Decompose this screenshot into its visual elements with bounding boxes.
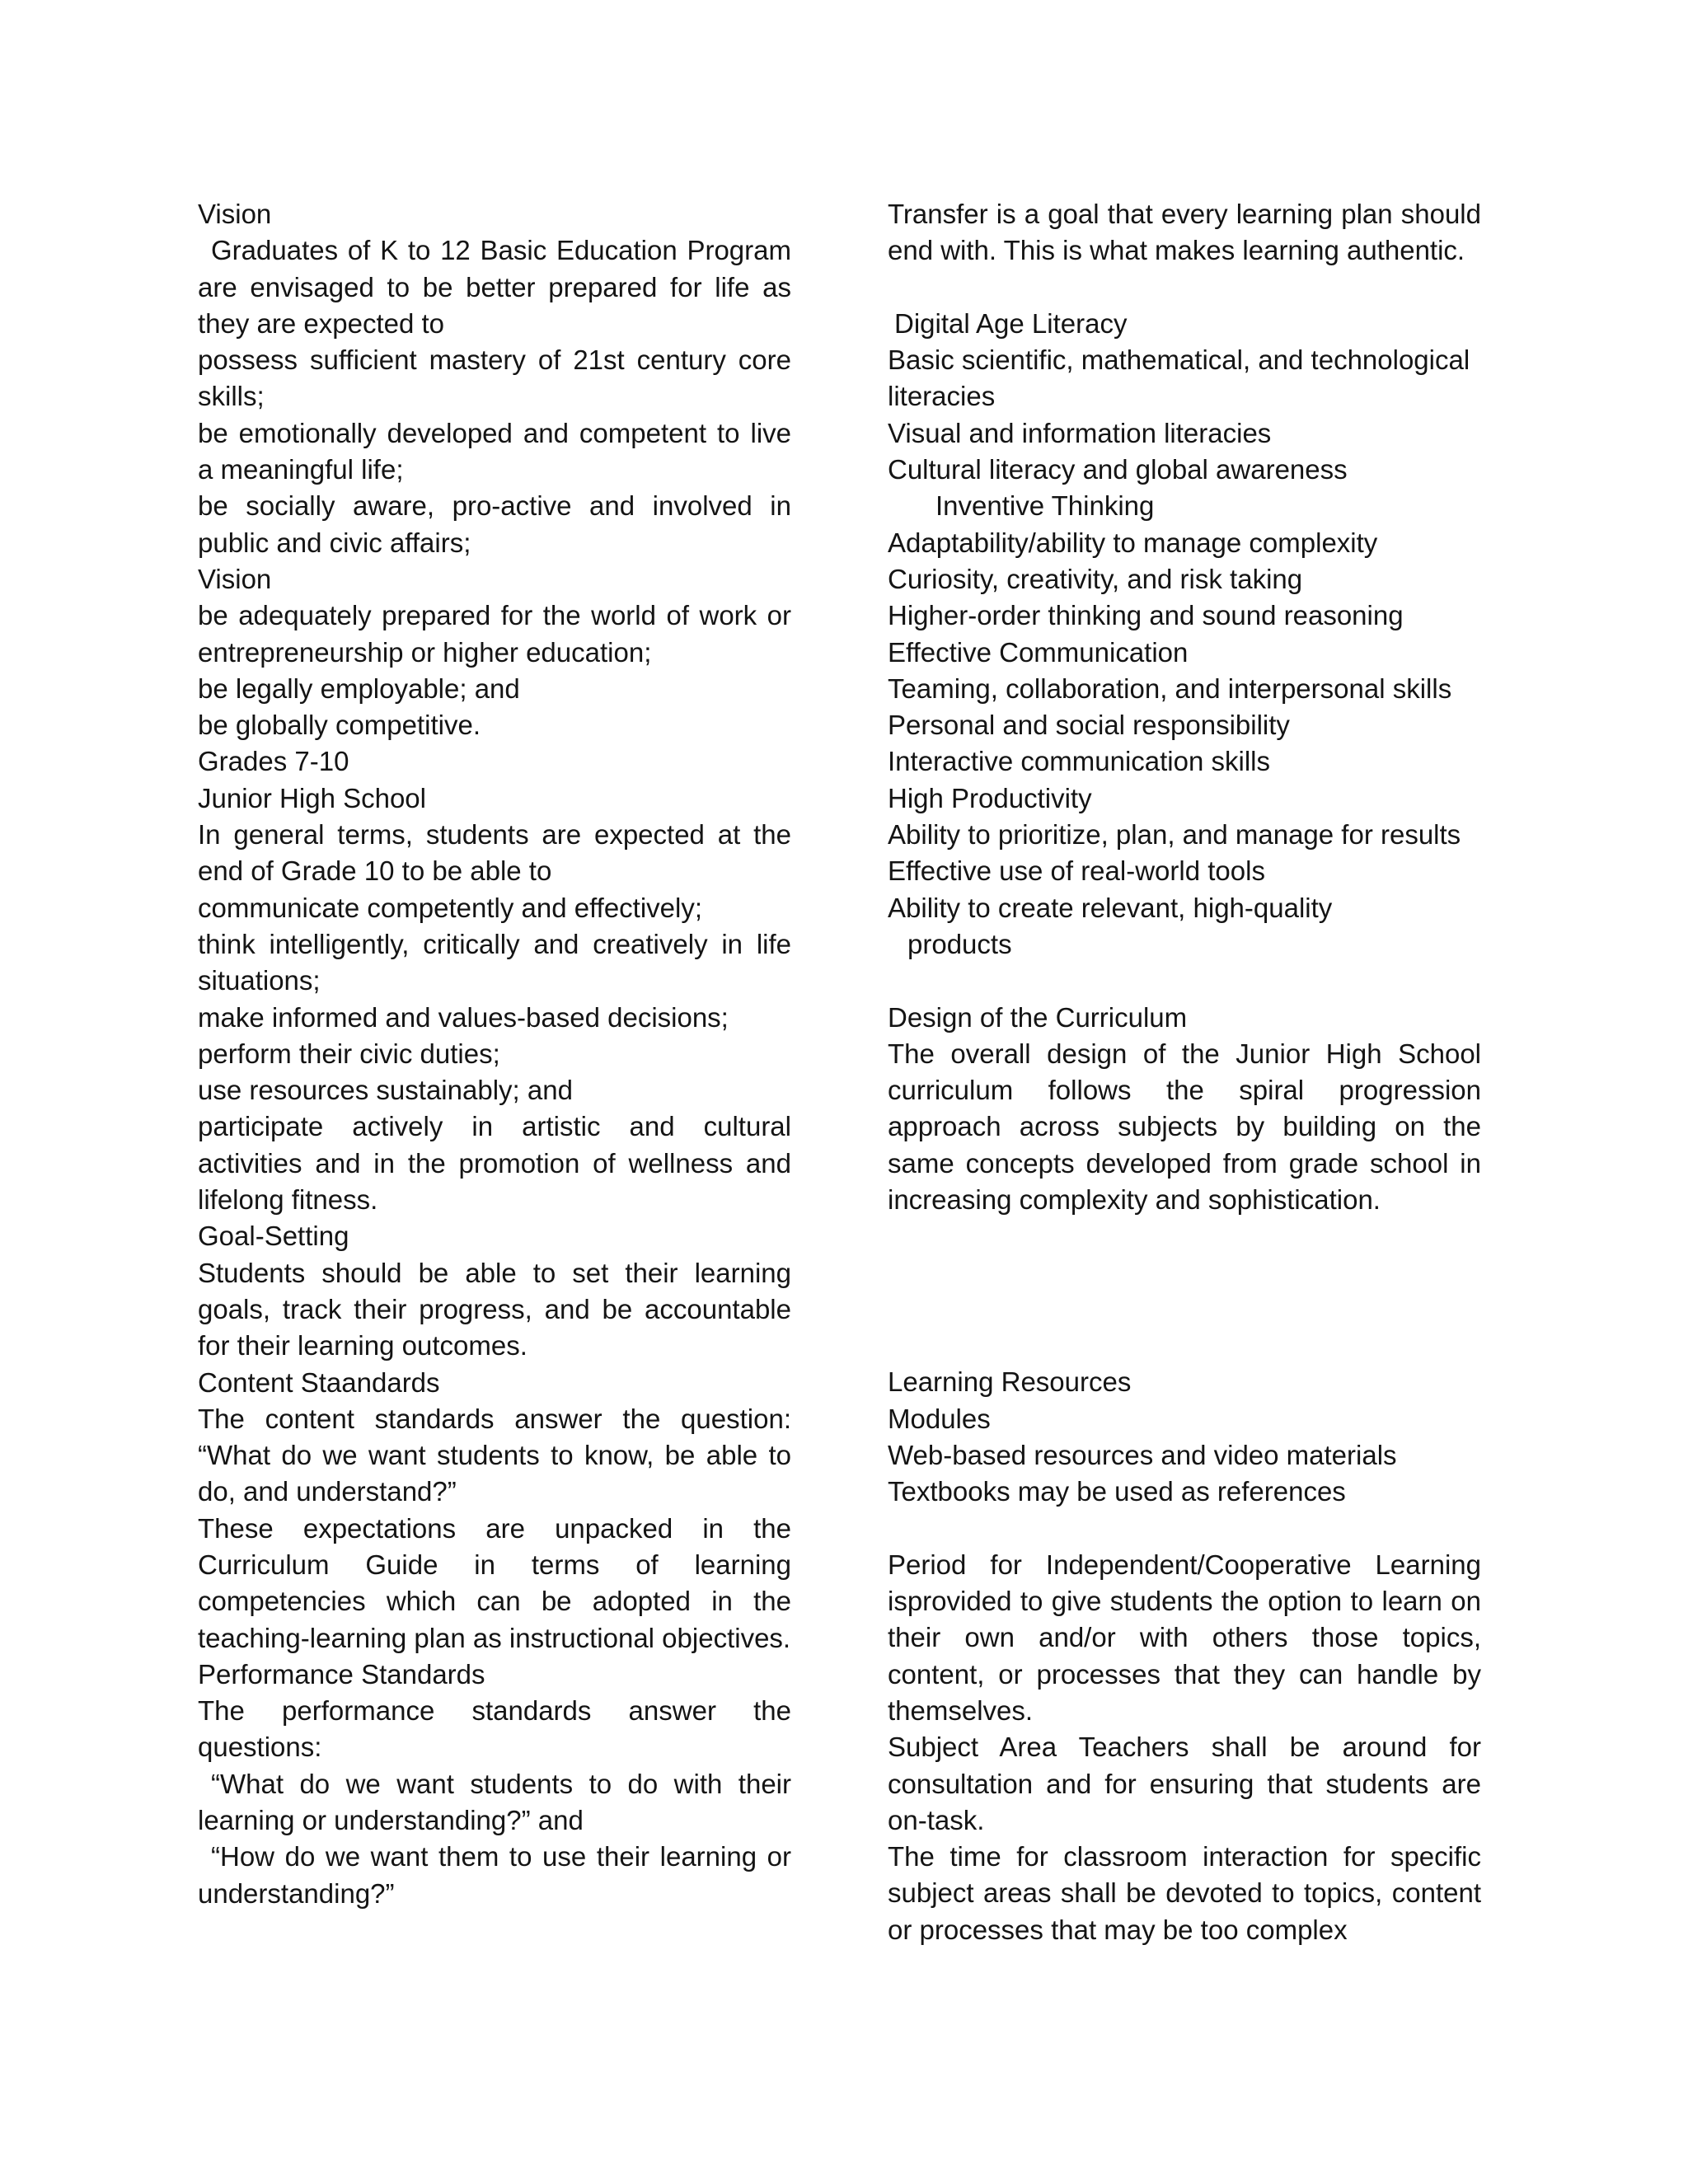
resources-heading: Learning Resources <box>888 1366 1132 1398</box>
jhs-heading: Junior High School <box>198 782 426 813</box>
classroom-text: The time for classroom interaction for specific subject areas shall be devoted to topics, content or processes that may be too complex <box>888 1841 1481 1945</box>
teachers-text: Subject Area Teachers shall be around for consultation and for ensuring that students are on-task. <box>888 1732 1481 1835</box>
digital-item: Basic scientific, mathematical, and technological literacies <box>888 344 1470 412</box>
grades-heading: Grades 7-10 <box>198 746 349 777</box>
performance-question: “How do we want them to use their learning or understanding?” <box>198 1841 791 1909</box>
inventive-heading: Inventive Thinking <box>935 490 1155 522</box>
right-column <box>888 196 1481 1948</box>
jhs-item: perform their civic duties; <box>198 1038 500 1069</box>
communication-item: Teaming, collaboration, and interpersonal skills <box>888 673 1452 704</box>
vision-item: be globally competitive. <box>198 710 481 741</box>
inventive-item: Adaptability/ability to manage complexity <box>888 527 1378 558</box>
transfer-text: Transfer is a goal that every learning plan should end with. This is what makes learning authentic. <box>888 199 1481 266</box>
productivity-item-cont: products <box>907 928 1012 959</box>
vision-item: be adequately prepared for the world of work or entrepreneurship or higher education; <box>198 600 791 668</box>
digital-item: Visual and information literacies <box>888 417 1272 448</box>
productivity-item: Effective use of real-world tools <box>888 855 1265 887</box>
performance-heading: Performance Standards <box>198 1658 485 1690</box>
jhs-item: participate actively in artistic and cultural activities and in the promotion of wellness and lifelong fitness. <box>198 1111 791 1216</box>
productivity-heading: High Productivity <box>888 782 1092 813</box>
content-heading: Content Staandards <box>198 1366 440 1398</box>
goal-heading: Goal-Setting <box>198 1221 349 1252</box>
inventive-item: Higher-order thinking and sound reasoning <box>888 600 1404 631</box>
spacer <box>888 1218 1481 1364</box>
resources-item: Textbooks may be used as references <box>888 1476 1346 1507</box>
productivity-item: Ability to prioritize, plan, and manage for results <box>888 819 1461 851</box>
communication-heading: Effective Communication <box>888 636 1189 668</box>
communication-item: Interactive communication skills <box>888 746 1270 777</box>
design-heading: Design of the Curriculum <box>888 1001 1188 1033</box>
vision-item: possess sufficient mastery of 21st century core skills; <box>198 344 791 412</box>
performance-question: “What do we want students to do with their learning or understanding?” and <box>198 1768 791 1836</box>
spacer <box>888 269 1481 306</box>
digital-item: Cultural literacy and global awareness <box>888 454 1348 485</box>
productivity-item: Ability to create relevant, high-quality <box>888 892 1333 923</box>
vision-item: be socially aware, pro-active and involved in public and civic affairs; <box>198 490 791 558</box>
resources-item: Modules <box>888 1403 991 1434</box>
design-text: The overall design of the Junior High School curriculum follows the spiral progression approach across subjects by building on the same concepts developed from grade school in increasing complexity and sophistication. <box>888 1038 1481 1216</box>
goal-text: Students should be able to set their learning goals, track their progress, and be accountable for their learning outcomes. <box>198 1257 791 1361</box>
jhs-item: think intelligently, critically and creatively in life situations; <box>198 928 791 996</box>
vision-item: be emotionally developed and competent to live a meaningful life; <box>198 417 791 485</box>
jhs-item: make informed and values-based decisions; <box>198 1001 729 1033</box>
spacer <box>888 1511 1481 1547</box>
left-column <box>198 196 791 1912</box>
jhs-item: communicate competently and effectively; <box>198 892 703 923</box>
vision-heading-2: Vision <box>198 563 272 594</box>
resources-item: Web-based resources and video materials <box>888 1439 1397 1470</box>
period-text: Period for Independent/Cooperative Learning isprovided to give students the option to learn on their own and/or with others those topics, content, or processes that they can handle by themselves. <box>888 1549 1481 1726</box>
content-text: The content standards answer the question: “What do we want students to know, be able to do, and understand?” <box>198 1403 791 1507</box>
communication-item: Personal and social responsibility <box>888 710 1290 741</box>
digital-heading: Digital Age Literacy <box>894 307 1128 339</box>
vision-item: be legally employable; and <box>198 673 520 704</box>
inventive-item: Curiosity, creativity, and risk taking <box>888 563 1303 594</box>
performance-text: The performance standards answer the questions: <box>198 1695 791 1763</box>
spacer <box>888 963 1481 999</box>
vision-intro: Graduates of K to 12 Basic Education Program are envisaged to be better prepared for life as they are expected to <box>198 235 791 339</box>
jhs-item: use resources sustainably; and <box>198 1075 573 1106</box>
vision-heading: Vision <box>198 199 272 229</box>
jhs-intro: In general terms, students are expected at the end of Grade 10 to be able to <box>198 819 791 887</box>
content-text-2: These expectations are unpacked in the Curriculum Guide in terms of learning competencies which can be adopted in the teaching-learning plan as instructional objectives. <box>198 1512 791 1653</box>
